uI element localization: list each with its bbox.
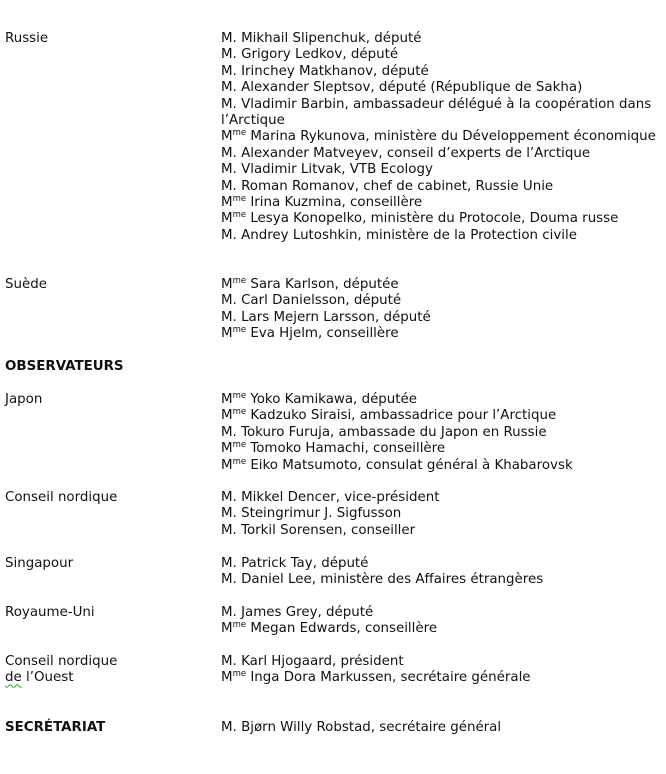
member-line: M. Alexander Sleptsov, député (République de Sakha): [221, 80, 583, 96]
country-label: Singapour: [5, 556, 74, 571]
member-list: [221, 277, 666, 343]
member-line: M. Mikkel Dencer, vice-président: [221, 490, 440, 505]
member-line: $M^{me}$ Irina Kuzmina, conseillère: [221, 194, 423, 211]
member-list: [221, 605, 666, 638]
country-label-line: Conseil nordique: [5, 654, 118, 669]
section-heading: SECRÉTARIAT: [5, 720, 106, 735]
member-list: [221, 654, 666, 687]
member-line: M. Roman Romanov, chef de cabinet, Russie Unie: [221, 178, 554, 194]
member-line: $M^{me}$ Lesya Konopelko, ministère du Protocole, Douma russe: [221, 210, 619, 227]
member-line: $M^{me}$ Eva Hjelm, conseillère: [221, 325, 399, 342]
member-line: $M^{me}$ Tomoko Hamachi, conseillère: [221, 440, 446, 457]
country-label-line: de l’Ouest: [5, 670, 74, 686]
country-label: Japon: [5, 392, 43, 407]
member-line: M. Patrick Tay, député: [221, 556, 369, 571]
member-line: $M^{me}$ Inga Dora Markussen, secrétaire générale: [221, 669, 531, 686]
member-line: M. Karl Hjogaard, président: [221, 654, 404, 669]
spellcheck-word: de: [5, 670, 22, 686]
member-line: M. Carl Danielsson, député: [221, 293, 402, 309]
member-line: $M^{me}$ Eiko Matsumoto, consulat général à Khabarovsk: [221, 456, 573, 473]
member-line: $M^{me}$ Sara Karlson, députée: [221, 276, 399, 292]
member-list: [221, 392, 666, 474]
member-line: $M^{me}$ Megan Edwards, conseillère: [221, 620, 438, 637]
member-line: M. Tokuro Furuja, ambassade du Japon en Russie: [221, 424, 547, 440]
member-line: M. Torkil Sorensen, conseiller: [221, 522, 416, 538]
member-line: $M^{me}$ Kadzuko Siraisi, ambassadrice pour l’Arctique: [221, 407, 557, 424]
member-line: M. Daniel Lee, ministère des Affaires étrangères: [221, 572, 544, 588]
member-line: M. Steingrimur J. Sigfusson: [221, 506, 402, 522]
member-line: $M^{me}$ Marina Rykunova, ministère du Développement économique: [221, 128, 656, 145]
member-list: [221, 556, 666, 589]
member-list: [221, 720, 666, 736]
member-line: M. Bjørn Willy Robstad, secrétaire général: [221, 720, 502, 735]
member-line: M. Vladimir Barbin, ambassadeur délégué à la coopération dans l’Arctique: [221, 96, 652, 129]
member-line: M. Vladimir Litvak, VTB Ecology: [221, 162, 433, 178]
member-line: M. Alexander Matveyev, conseil d’experts de l’Arctique: [221, 145, 591, 161]
member-line: M. Andrey Lutoshkin, ministère de la Protection civile: [221, 227, 577, 243]
country-label: Royaume-Uni: [5, 605, 95, 620]
member-line: $M^{me}$ Yoko Kamikawa, députée: [221, 391, 418, 407]
member-line: M. Lars Mejern Larsson, député: [221, 309, 431, 325]
section-heading: OBSERVATEURS: [5, 359, 124, 374]
country-label: Russie: [5, 31, 49, 46]
member-line: M. James Grey, député: [221, 605, 374, 620]
member-line: M. Grigory Ledkov, député: [221, 47, 399, 63]
country-label: [5, 654, 117, 687]
member-line: M. Irinchey Matkhanov, député: [221, 63, 429, 79]
member-list: [221, 31, 666, 244]
country-label: Conseil nordique: [5, 490, 118, 505]
member-list: [221, 490, 666, 539]
member-line: M. Mikhail Slipenchuk, député: [221, 31, 422, 46]
country-label: Suède: [5, 277, 47, 292]
